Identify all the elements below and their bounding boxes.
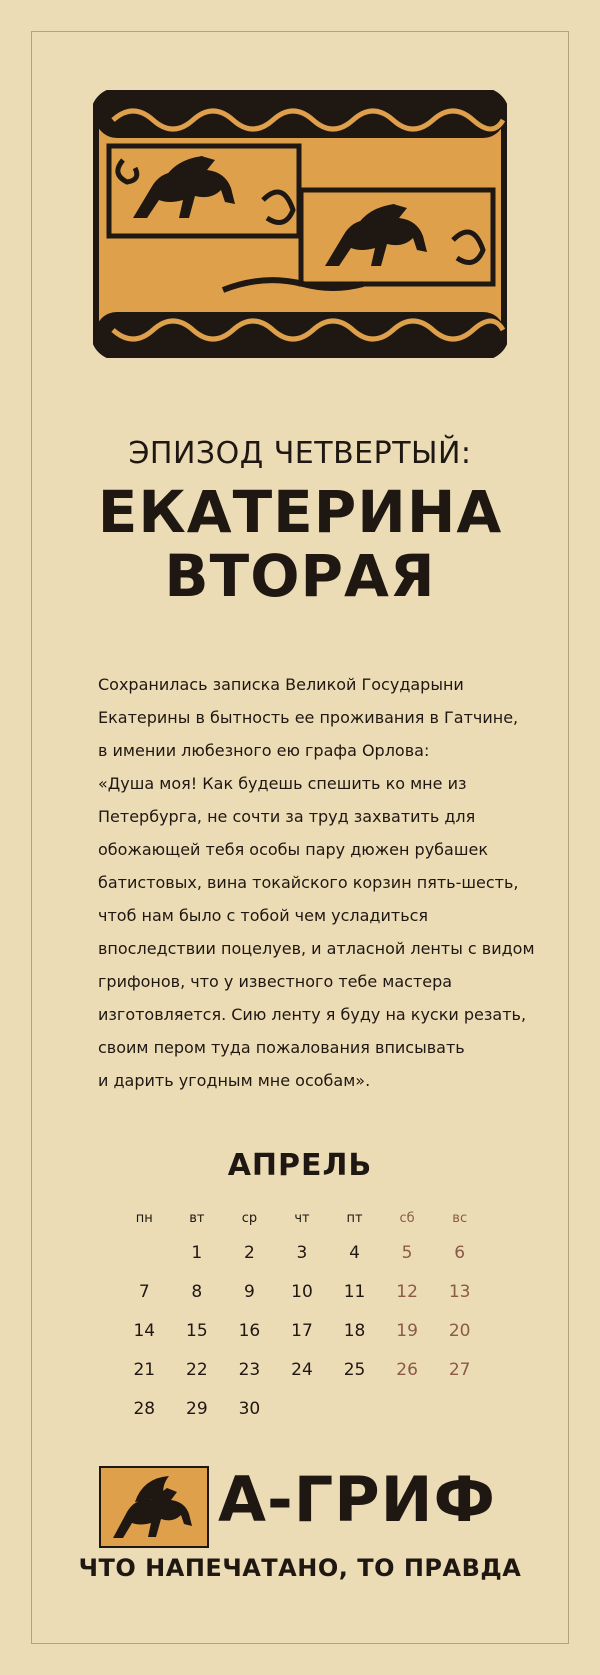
calendar-day: 28 (133, 1398, 156, 1419)
calendar-day: 13 (448, 1281, 471, 1302)
calendar-day: 8 (191, 1281, 203, 1302)
calendar-day: 20 (448, 1320, 471, 1341)
calendar-day (276, 1389, 329, 1428)
story-line: своим пером туда пожалования вписывать (98, 1038, 465, 1057)
griffin-logo-icon (99, 1466, 209, 1548)
calendar-month: АПРЕЛЬ (227, 1148, 373, 1183)
calendar-day: 12 (396, 1281, 418, 1302)
calendar-grid (118, 1203, 486, 1428)
story-line: чтоб нам было с тобой чем усладиться (98, 906, 429, 925)
calendar-day: 14 (133, 1320, 156, 1341)
calendar-day (433, 1389, 486, 1428)
calendar-day: 1 (191, 1242, 203, 1263)
calendar-day: 15 (186, 1320, 208, 1341)
calendar-week (118, 1350, 486, 1389)
title-line-1: ЕКАТЕРИНА (97, 478, 503, 546)
story-line: изготовляется. Сию ленту я буду на куски резать, (98, 1005, 527, 1024)
calendar-day: 29 (186, 1398, 208, 1419)
story-line: и дарить угодным мне особам». (98, 1071, 371, 1090)
calendar-day: 10 (291, 1281, 313, 1302)
griffin-ornament-icon (93, 90, 507, 358)
story-line: в имении любезного ею графа Орлова: (98, 741, 430, 760)
episode-subtitle: ЭПИЗОД ЧЕТВЕРТЫЙ: (128, 436, 472, 471)
calendar-week (118, 1233, 486, 1272)
weekday-label: вс (452, 1210, 468, 1226)
calendar-day: 7 (138, 1281, 150, 1302)
calendar-day (328, 1389, 381, 1428)
brand-slogan: ЧТО НАПЕЧАТАНО, ТО ПРАВДА (78, 1554, 522, 1582)
calendar-week (118, 1389, 486, 1428)
story-line: батистовых, вина токайского корзин пять-шесть, (98, 873, 519, 892)
calendar-day: 2 (243, 1242, 255, 1263)
weekday-label: чт (294, 1210, 310, 1226)
calendar-day (118, 1233, 171, 1272)
calendar-day: 17 (291, 1320, 313, 1341)
calendar-day: 22 (186, 1359, 208, 1380)
calendar-day: 26 (396, 1359, 418, 1380)
story-line: Петербурга, не сочти за труд захватить для (98, 807, 476, 826)
calendar-day: 30 (238, 1398, 261, 1419)
calendar-day: 18 (343, 1320, 366, 1341)
title-line-2: ВТОРАЯ (164, 542, 436, 610)
calendar-day: 9 (243, 1281, 255, 1302)
weekday-label: вт (189, 1210, 205, 1226)
calendar-day: 23 (238, 1359, 261, 1380)
calendar-week (118, 1311, 486, 1350)
calendar-day: 4 (349, 1242, 360, 1263)
calendar-day: 3 (296, 1242, 308, 1263)
calendar-day: 27 (448, 1359, 471, 1380)
calendar-day (381, 1389, 434, 1428)
story-line: «Душа моя! Как будешь спешить ко мне из (98, 774, 467, 793)
calendar-day: 19 (396, 1320, 418, 1341)
calendar-day: 24 (291, 1359, 313, 1380)
calendar-day: 25 (343, 1359, 366, 1380)
story-line: обожающей тебя особы пару дюжен рубашек (98, 840, 488, 859)
story-line: впоследствии поцелуев, и атласной ленты с видом (98, 939, 535, 958)
story-text (98, 668, 535, 1097)
calendar-week (118, 1272, 486, 1311)
story-line: Сохранилась записка Великой Государыни (98, 675, 464, 694)
calendar-day: 11 (343, 1281, 366, 1302)
story-line: грифонов, что у известного тебе мастера (98, 972, 453, 991)
calendar-day: 21 (133, 1359, 156, 1380)
weekday-label: сб (399, 1210, 415, 1226)
calendar-day: 6 (454, 1242, 466, 1263)
page-title (0, 480, 600, 608)
weekday-label: ср (241, 1210, 258, 1226)
calendar-day: 5 (401, 1242, 413, 1263)
story-line: Екатерины в бытность ее проживания в Гатчине, (98, 708, 519, 727)
weekday-header-row (118, 1203, 486, 1233)
brand-name: А-ГРИФ (218, 1463, 497, 1536)
calendar-day: 16 (238, 1320, 261, 1341)
weekday-label: пт (346, 1210, 363, 1226)
weekday-label: пн (135, 1210, 153, 1226)
